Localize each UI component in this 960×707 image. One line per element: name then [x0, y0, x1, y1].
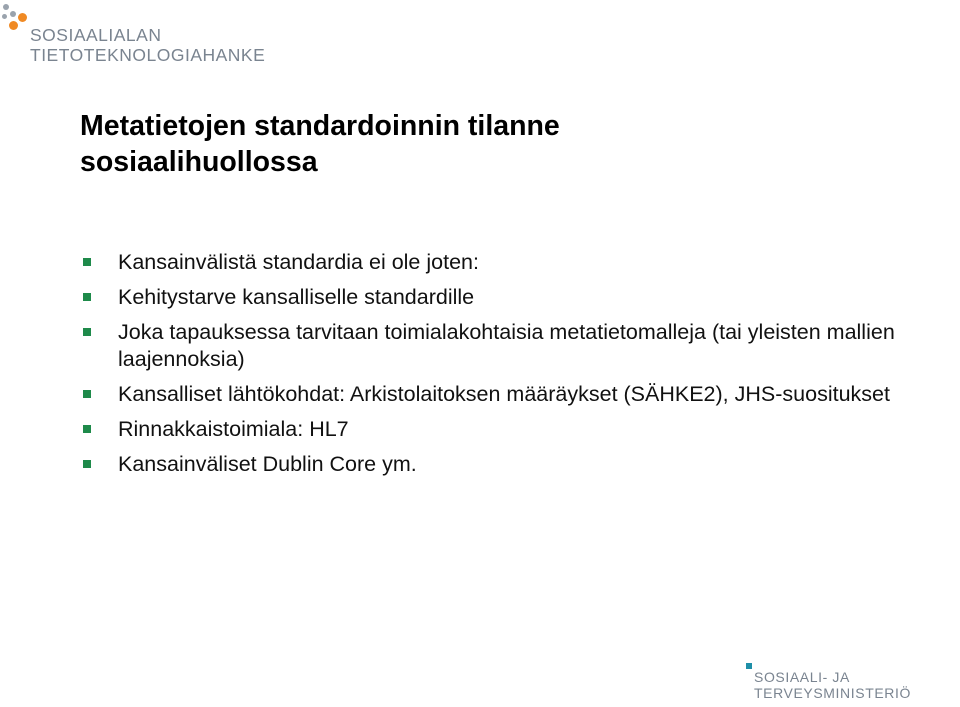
logo-dot: [10, 11, 16, 17]
bullet-square-icon: [83, 258, 91, 266]
bullet-text: Kehitystarve kansalliselle standardille: [118, 285, 475, 309]
bullet-square-icon: [83, 460, 91, 468]
logo-sosiaali-ja-terveysministerio: [740, 655, 940, 703]
bullet-item: [80, 381, 920, 408]
bullet-square-icon: [83, 425, 91, 433]
slide-title: [80, 108, 900, 180]
logo-dot-orange: [9, 21, 18, 30]
bullet-text: Kansainväliset Dublin Core ym.: [118, 452, 417, 476]
bullet-square-icon: [83, 293, 91, 301]
bullet-list: [80, 249, 920, 486]
bullet-item: [80, 284, 920, 311]
bullet-item: [80, 249, 920, 276]
bullet-square-icon: [83, 390, 91, 398]
bullet-square-icon: [83, 328, 91, 336]
logo-dot-orange: [18, 13, 27, 22]
bullet-text: Kansainvälistä standardia ei ole joten:: [118, 250, 479, 274]
slide-title-line1: Metatietojen standardoinnin tilanne: [80, 110, 560, 142]
logo-dot: [3, 4, 9, 10]
logo-bottom-line1: SOSIAALI- JA: [754, 669, 850, 685]
bullet-text: Kansalliset lähtökohdat: Arkistolaitoksen määräykset (SÄHKE2), JHS-suositukset: [118, 382, 890, 406]
logo-sosiaalialan-tietoteknologiahanke: [0, 0, 270, 72]
bullet-text: Rinnakkaistoimiala: HL7: [118, 417, 349, 441]
logo-text-line2: TIETOTEKNOLOGIAHANKE: [30, 45, 266, 65]
logo-text-line1: SOSIAALIALAN: [30, 25, 162, 45]
bullet-item: [80, 451, 920, 478]
logo-square-icon: [746, 663, 752, 669]
bullet-text: Joka tapauksessa tarvitaan toimialakohtaisia metatietomalleja (tai yleisten mallien laajennoksia): [118, 320, 895, 371]
logo-bottom-line2: TERVEYSMINISTERIÖ: [754, 685, 911, 701]
slide-title-line2: sosiaalihuollossa: [80, 146, 318, 178]
bullet-item: [80, 416, 920, 443]
bullet-item: [80, 319, 920, 373]
logo-dot: [2, 14, 7, 19]
